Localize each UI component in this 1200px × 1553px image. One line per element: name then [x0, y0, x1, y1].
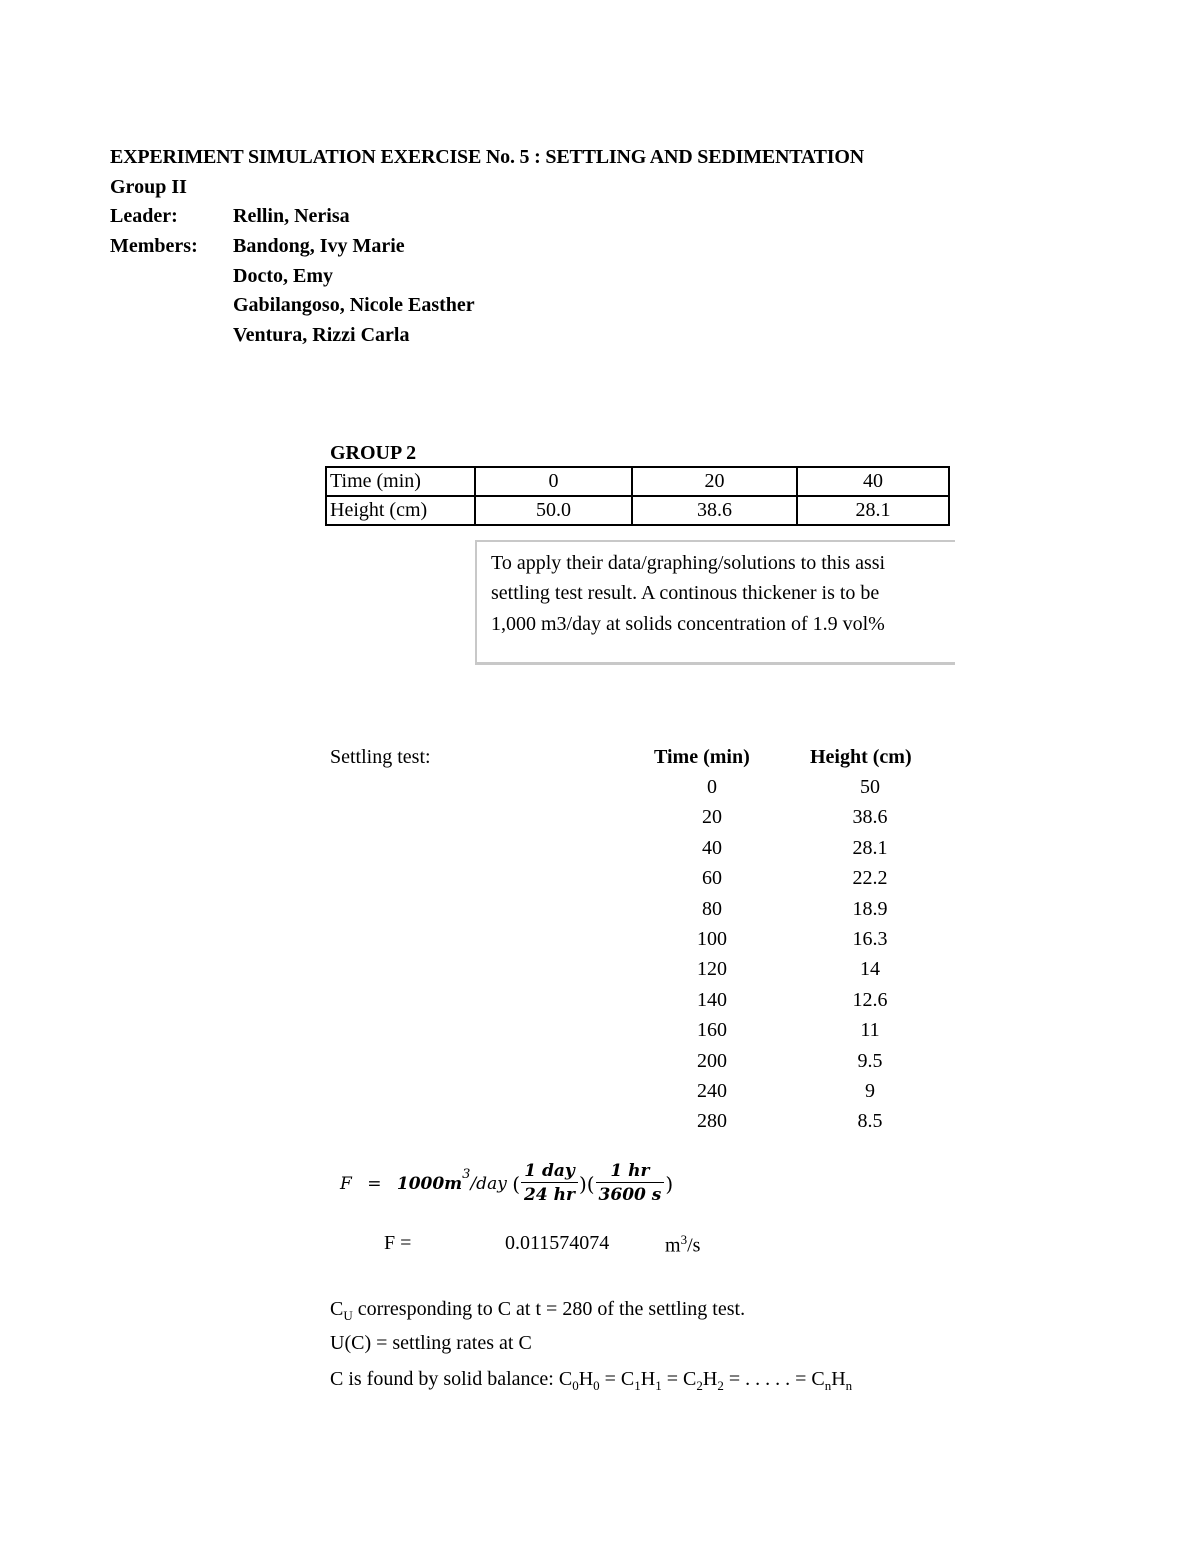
formula-rate: 1000m	[396, 1173, 463, 1194]
leader-label: Leader:	[110, 205, 178, 227]
settling-height-cell: 9	[865, 1080, 875, 1102]
flow-rate-formula: $F = 1000m^3$/day ( $\frac{\text{1 day}}{24 hr}$ )( $\frac{1 hr}{3600 s}$ )	[340, 1161, 674, 1205]
settling-height-cell: 9.5	[857, 1049, 883, 1072]
settling-time-cell: 160	[697, 1019, 727, 1042]
formula-rate-unit: /day	[470, 1173, 507, 1194]
formula-equals: =	[367, 1173, 382, 1194]
settling-height-cell: 12.6	[852, 988, 888, 1011]
note-line: settling test result. A continous thickener is to be	[491, 582, 880, 604]
settling-height-cell: 11	[860, 1019, 880, 1042]
row-header: Time (min)	[326, 467, 475, 496]
settling-height-cell: 18.9	[852, 897, 888, 920]
settling-time-cell: 20	[702, 806, 722, 829]
member-name: Gabilangoso, Nicole Easther	[233, 294, 475, 316]
table-cell: 0	[475, 467, 632, 496]
settling-height-cell: 8.5	[857, 1110, 883, 1133]
settling-height-cell: 50	[860, 776, 880, 798]
settling-time-cell: 60	[702, 867, 722, 890]
result-label: F =	[384, 1232, 412, 1254]
settling-time-cell: 280	[697, 1110, 727, 1133]
note-line: 1,000 m3/day at solids concentration of 1.9 vol%	[491, 613, 885, 635]
result-unit: $m^3/s$	[665, 1232, 701, 1257]
group-data-table	[325, 466, 950, 526]
fraction-denominator: 24 hr	[524, 1185, 575, 1205]
column-header-height: Height (cm)	[810, 746, 912, 768]
formula-fraction-hour	[596, 1160, 665, 1207]
member-name: Bandong, Ivy Marie	[233, 235, 405, 257]
table-cell: 28.1	[797, 496, 949, 525]
instruction-text-box	[475, 540, 955, 665]
settling-time-cell: 200	[697, 1049, 727, 1072]
underflow-note: $C_U$ corresponding to C at t = 280 of the settling test.	[330, 1298, 746, 1323]
settling-time-cell: 140	[697, 988, 727, 1011]
formula-lhs: F	[340, 1173, 352, 1194]
table-cell: 50.0	[475, 496, 632, 525]
member-name: Ventura, Rizzi Carla	[233, 324, 410, 346]
settling-time-cell: 0	[707, 776, 717, 798]
settling-height-cell: 22.2	[852, 867, 888, 890]
table-row	[326, 467, 949, 496]
member-name: Docto, Emy	[233, 265, 333, 287]
result-value: 0.011574074	[505, 1232, 610, 1254]
settling-time-cell: 120	[697, 958, 727, 981]
table-cell: 38.6	[632, 496, 797, 525]
settling-time-cell: 40	[702, 836, 722, 859]
document-title: EXPERIMENT SIMULATION EXERCISE No. 5 : SETTLING AND SEDIMENTATION	[110, 146, 864, 168]
settling-height-cell: 14	[860, 958, 880, 981]
settling-height-cell: 16.3	[852, 928, 888, 950]
settling-time-cell: 240	[697, 1080, 727, 1102]
settling-time-cell: 80	[702, 897, 722, 920]
table-cell: 20	[632, 467, 797, 496]
fraction-numerator: 1 hr	[596, 1160, 665, 1183]
row-header: Height (cm)	[326, 496, 475, 525]
formula-fraction-day	[521, 1160, 578, 1207]
settling-time-cell: 100	[697, 928, 727, 950]
settling-height-cell: 38.6	[852, 806, 888, 829]
note-line: To apply their data/graphing/solutions to this assi	[491, 552, 886, 574]
settling-test-label: Settling test:	[330, 746, 431, 768]
table-cell: 40	[797, 467, 949, 496]
table-row	[326, 496, 949, 525]
fraction-denominator: 3600 s	[598, 1185, 662, 1205]
group-name: Group II	[110, 176, 187, 198]
solid-balance-note: C is found by solid balance: $C_0H_0 = C_1H_1 = C_2H_2$ = . . . . . = $C_nH_n$	[330, 1368, 853, 1393]
column-header-time: Time (min)	[654, 746, 750, 768]
members-label: Members:	[110, 235, 198, 257]
leader-name: Rellin, Nerisa	[233, 205, 350, 227]
formula-rate-exponent: 3	[462, 1167, 471, 1182]
settling-height-cell: 28.1	[852, 836, 888, 859]
fraction-numerator: 1 day	[521, 1160, 578, 1183]
settling-rate-note: U(C) = settling rates at C	[330, 1332, 532, 1354]
group-table-label: GROUP 2	[330, 442, 417, 464]
